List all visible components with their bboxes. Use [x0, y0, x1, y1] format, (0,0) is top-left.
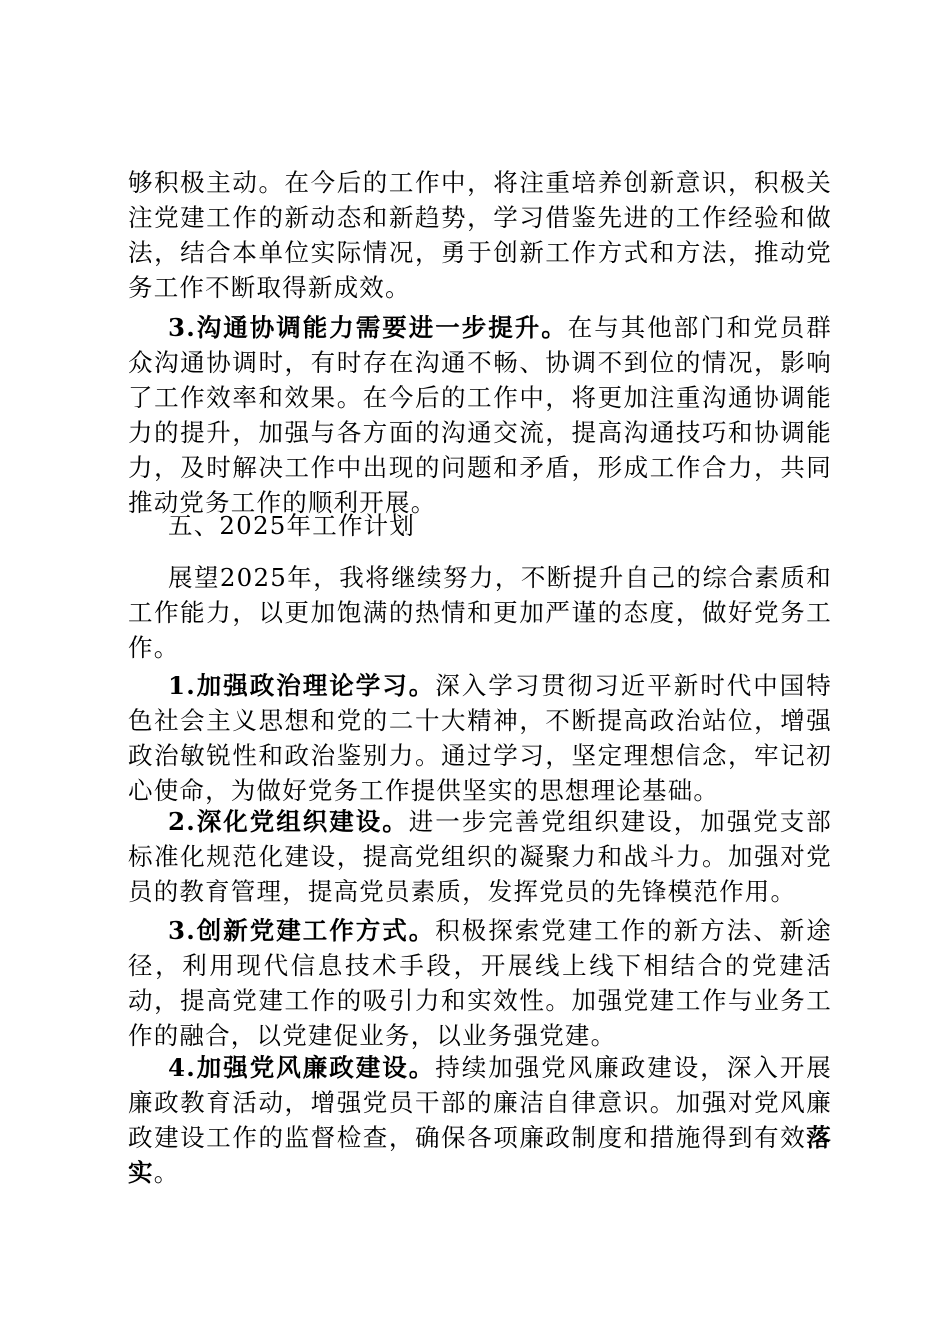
paragraph-text: 持续加强党风廉政建设，深入开展廉政教育活动，增强党员干部的廉洁自律意识。加强对党风廉政建设工作的监督检查，确保各项廉政制度和措施得到有效 [128, 1053, 833, 1152]
paragraph-lead: 4.加强党风廉政建设。 [168, 1053, 436, 1082]
paragraph-end-punct: 。 [153, 1158, 180, 1187]
paragraph-communication [128, 310, 832, 520]
paragraph-text: 积极探索党建工作的新方法、新途径，利用现代信息技术手段，开展线上线下相结合的党建活动，提高党建工作的吸引力和实效性。加强党建工作与业务工作的融合，以党建促业务，以业务强党建。 [128, 916, 833, 1050]
section-heading: 五、2025年工作计划 [168, 511, 416, 540]
paragraph-outlook [128, 560, 832, 665]
paragraph-lead: 1.加强政治理论学习。 [168, 671, 436, 700]
paragraph-lead: 2.深化党组织建设。 [168, 807, 409, 836]
paragraph-lead: 3.沟通协调能力需要进一步提升。 [168, 313, 568, 342]
paragraph-text: 够积极主动。在今后的工作中，将注重培养创新意识，积极关注党建工作的新动态和新趋势，学习借鉴先进的工作经验和做法，结合本单位实际情况，勇于创新工作方式和方法，推动党务工作不断取得新成效。 [128, 168, 832, 302]
paragraph-bold-tail: 落实 [128, 1123, 832, 1187]
paragraph-plan-4 [128, 1050, 832, 1190]
paragraph-text: 在与其他部门和党员群众沟通协调时，有时存在沟通不畅、协调不到位的情况，影响了工作效率和效果。在今后的工作中，将更加注重沟通协调能力的提升，加强与各方面的沟通交流，提高沟通技巧和协调能力，及时解决工作中出现的问题和矛盾，形成工作合力，共同推动党务工作的顺利开展。 [128, 313, 833, 517]
paragraph-innovation-continued [128, 165, 832, 305]
paragraph-lead: 3.创新党建工作方式。 [168, 916, 436, 945]
paragraph-plan-3 [128, 913, 832, 1053]
paragraph-text: 进一步完善党组织建设，加强党支部标准化规范化建设，提高党组织的凝聚力和战斗力。加强对党员的教育管理，提高党员素质，发挥党员的先锋模范作用。 [128, 807, 833, 906]
paragraph-plan-2 [128, 804, 832, 909]
paragraph-plan-1 [128, 668, 832, 808]
paragraph-text: 展望2025年，我将继续努力，不断提升自己的综合素质和工作能力，以更加饱满的热情和更加严谨的态度，做好党务工作。 [128, 563, 832, 662]
paragraph-text: 深入学习贯彻习近平新时代中国特色社会主义思想和党的二十大精神，不断提高政治站位，增强政治敏锐性和政治鉴别力。通过学习，坚定理想信念，牢记初心使命，为做好党务工作提供坚实的思想理论基础。 [128, 671, 833, 805]
